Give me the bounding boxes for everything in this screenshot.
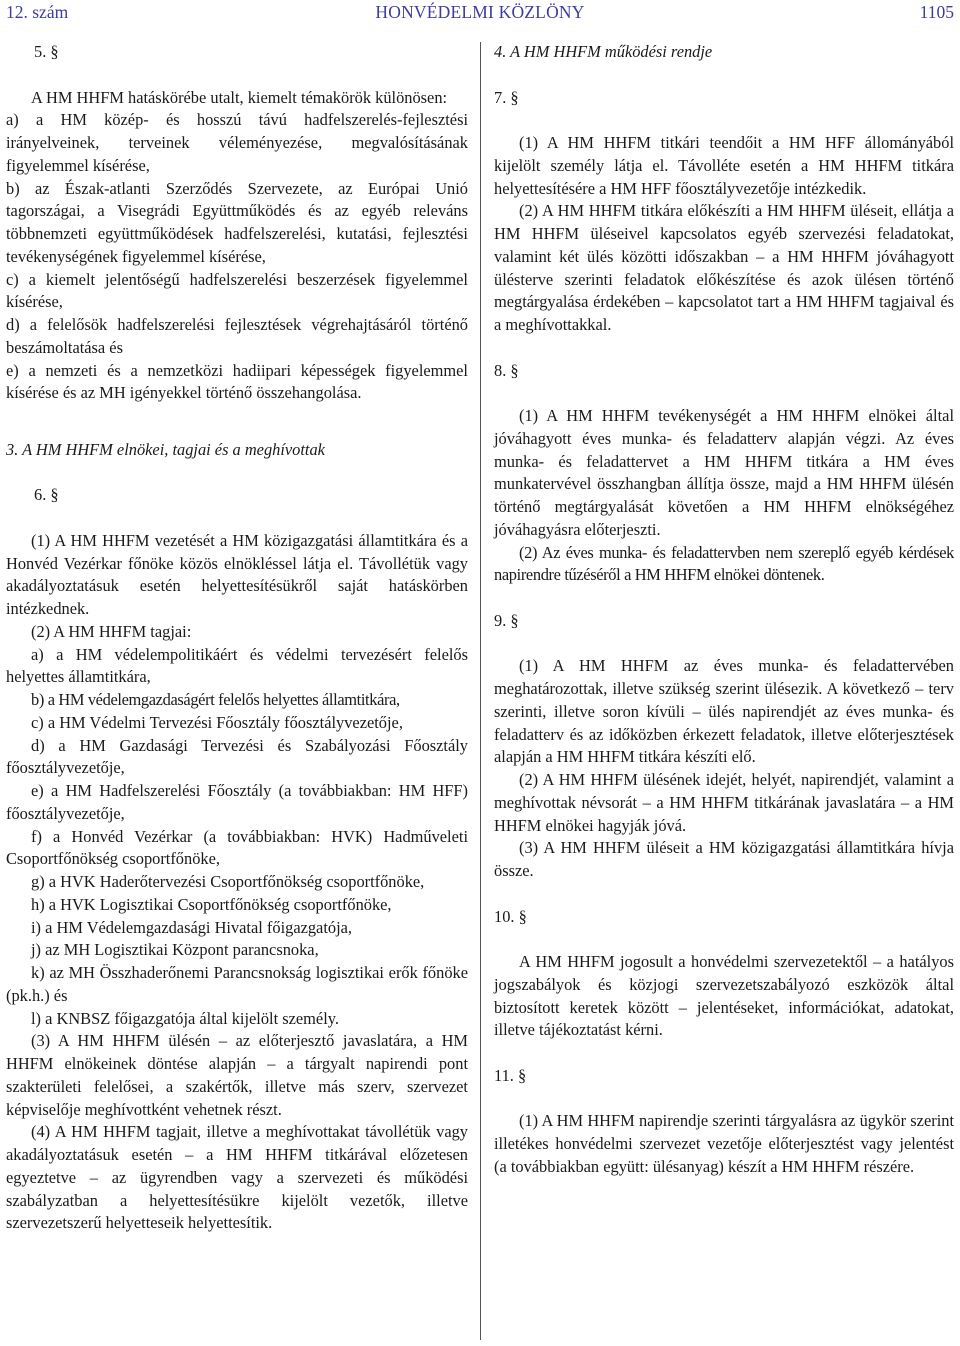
section-6-item-e: e) a HM Hadfelszerelési Főosztály (a továbbiakban: HM HFF) főosztályvezetője, [6, 781, 468, 823]
section-6-item-j: j) az MH Logisztikai Központ parancsnoka, [31, 940, 319, 960]
spacer [494, 928, 954, 951]
spacer [494, 883, 954, 906]
chapter-4-heading: 4. A HM HHFM működési rendje [494, 42, 713, 61]
section-10-title: 10. § [494, 906, 527, 926]
section-5-item-b: b) az Észak-atlanti Szerződés Szervezete, az Európai Unió tagországai, a Visegrádi Együttműködés és az egyéb releváns többnemzeti együttműködések hadfelszerelési, kutatási, fejlesztési tevékenységének figyelemmel kísérése, [6, 178, 468, 266]
section-11-para-1: (1) A HM HHFM napirendje szerinti tárgyalásra az ügykör szerint illetékes honvédelmi szervezet vezetője előterjesztést vagy jelentést (a továbbiakban együtt: ülésanyag) készít a HM HHFM részére. [494, 1111, 954, 1176]
section-6-item-k: k) az MH Összhaderőnemi Parancsnokság logisztikai erők főnöke (pk.h.) és [6, 963, 468, 1005]
spacer [6, 405, 468, 428]
spacer [6, 64, 468, 87]
section-5-item-e: e) a nemzeti és a nemzetközi hadiipari képességek figyelemmel kísérése és az MH igényekkel történő összehangolása. [6, 360, 468, 403]
spacer [494, 1042, 954, 1065]
spacer [6, 462, 468, 485]
section-6-para-3: (3) A HM HHFM ülésén – az előterjesztő javaslatára, a HM HHFM elnökeinek döntése alapján – a tárgyalt napirendi pont szakterületi felelősei, a szakértők, illetve más szerv, szervezet képviselője meghívottként vehetnek részt. [6, 1031, 468, 1119]
section-6-item-f: f) a Honvéd Vezérkar (a továbbiakban: HVK) Hadműveleti Csoportfőnökség csoportfőnöke, [6, 826, 468, 869]
section-11-title: 11. § [494, 1065, 527, 1085]
publication-title: HONVÉDELMI KÖZLÖNY [375, 2, 585, 22]
section-8-title: 8. § [494, 360, 519, 380]
section-5-item-c: c) a kiemelt jelentőségű hadfelszerelési beszerzések figyelemmel kísérése, [6, 269, 468, 312]
spacer [494, 109, 954, 132]
section-9-para-1: (1) A HM HHFM az éves munka- és feladattervében meghatározottak, illetve szükség szerint ülésezik. A következő – terv szerinti, illetve soron kívüli – ülés napirendjét az éves munka- és feladatterv és az időközben érkezett feladatok, illetve előterjesztések alapján a HM HHFM titkára készíti elő. [494, 656, 954, 767]
section-9-para-3: (3) A HM HHFM üléseit a HM közigazgatási államtitkára hívja össze. [494, 838, 954, 880]
chapter-3-heading: 3. A HM HHFM elnökei, tagjai és a meghívottak [6, 439, 325, 459]
section-5-title: 5. § [34, 42, 59, 61]
section-6-item-a: a) a HM védelempolitikáért és védelmi tervezésért felelős helyettes államtitkára, [6, 644, 468, 687]
section-6-item-l: l) a KNBSZ főigazgatója által kijelölt személy. [31, 1008, 339, 1028]
spacer [6, 428, 468, 439]
section-6-item-d: d) a HM Gazdasági Tervezési és Szabályozási Főosztály főosztályvezetője, [6, 735, 468, 778]
section-9-para-2: (2) A HM HHFM ülésének idejét, helyét, napirendjét, valamint a meghívottak névsorát – a HM HHFM titkárának javaslatára – a HM HHFM elnökei hagyják jóvá. [494, 770, 954, 835]
section-6-para-1: (1) A HM HHFM vezetését a HM közigazgatási államtitkára és a Honvéd Vezérkar főnöke közös elnökléssel látja el. Távollétük vagy akadályoztatásuk esetén helyettesítésükről saját hatáskörben intézkednek. [6, 530, 468, 618]
spacer [494, 382, 954, 405]
spacer [494, 64, 954, 87]
section-6-item-g: g) a HVK Haderőtervezési Csoportfőnökség csoportfőnöke, [31, 872, 425, 891]
section-6-item-i: i) a HM Védelemgazdasági Hivatal főigazgatója, [31, 917, 353, 937]
section-6-title: 6. § [34, 485, 59, 505]
spacer [494, 633, 954, 656]
section-8-para-2: (2) Az éves munka- és feladattervben nem szereplő egyéb kérdések napirendre tűzéséről a HM HHFM elnökei döntenek. [494, 542, 954, 585]
section-7-para-1: (1) A HM HHFM titkári teendőit a HM HFF állományából kijelölt személy látja el. Távolléte esetén a HM HHFM titkára helyettesítésére a HM HFF főosztályvezetője intézkedik. [494, 133, 954, 198]
right-column [494, 41, 954, 1179]
section-7-para-2: (2) A HM HHFM titkára előkészíti a HM HHFM üléseit, ellátja a HM HHFM üléseivel kapcsolatos egyéb szervezési feladatokat, valamint két ülés közötti időszakban – a HM HHFM jóváhagyott ülésterve szerinti feladatok előkészítése és azok ülésen történő megtárgyalása érdekében – kapcsolatot tart a HM HHFM tagjaival és a meghívottakkal. [494, 201, 954, 334]
section-6-para-2: (2) A HM HHFM tagjai: [31, 621, 192, 641]
spacer [494, 337, 954, 360]
section-8-para-1: (1) A HM HHFM tevékenységét a HM HHFM elnökei által jóváhagyott éves munka- és feladatterv alapján végzi. Az éves munka- és feladattervet a HM HHFM titkára a HM éves munkatervével összhangban állítja össze, majd a HM HHFM ülésén történő megtárgyalását követően a HM HHFM elnökségéhez jóváhagyásra előterjeszti. [494, 406, 954, 539]
page-header [6, 2, 954, 26]
section-10-para-1: A HM HHFM jogosult a honvédelmi szervezetektől – a hatályos jogszabályok és közjogi szervezetszabályozó eszközök által biztosított keretek között – jelentéseket, információkat, adatokat, illetve tájékoztatást kérni. [494, 952, 954, 1040]
section-6-item-h: h) a HVK Logisztikai Csoportfőnökség csoportfőnöke, [31, 894, 392, 914]
section-5-item-a: a) a HM közép- és hosszú távú hadfelszerelés-fejlesztési irányelveinek, terveinek véleményezése, megvalósításának figyelemmel kísérése, [6, 110, 468, 175]
section-6-item-b: b) a HM védelemgazdaságért felelős helyettes államtitkára, [31, 690, 400, 709]
column-divider [480, 42, 481, 1340]
issue-number: 12. szám [6, 2, 69, 22]
spacer [494, 587, 954, 610]
section-5-intro: A HM HHFM hatáskörébe utalt, kiemelt témakörök különösen: [31, 87, 448, 107]
spacer [6, 507, 468, 530]
section-7-title: 7. § [494, 87, 519, 107]
spacer [494, 1088, 954, 1111]
left-column [6, 41, 468, 1235]
section-5-item-d: d) a felelősök hadfelszerelési fejlesztések végrehajtásáról történő beszámoltatása és [6, 315, 468, 357]
section-6-para-4: (4) A HM HHFM tagjait, illetve a meghívottakat távollétük vagy akadályoztatásuk esetén – a HM HHFM titkárával előzetesen egyeztetve – az ügyrendben vagy a szervezeti és működési szabályzatban a helyettesítésükre kijelölt vezetők, illetve szervezetszerű helyetteseik helyettesítik. [6, 1122, 468, 1233]
section-6-item-c: c) a HM Védelmi Tervezési Főosztály főosztályvezetője, [31, 712, 403, 732]
section-9-title: 9. § [494, 610, 519, 630]
page-number: 1105 [919, 2, 954, 22]
